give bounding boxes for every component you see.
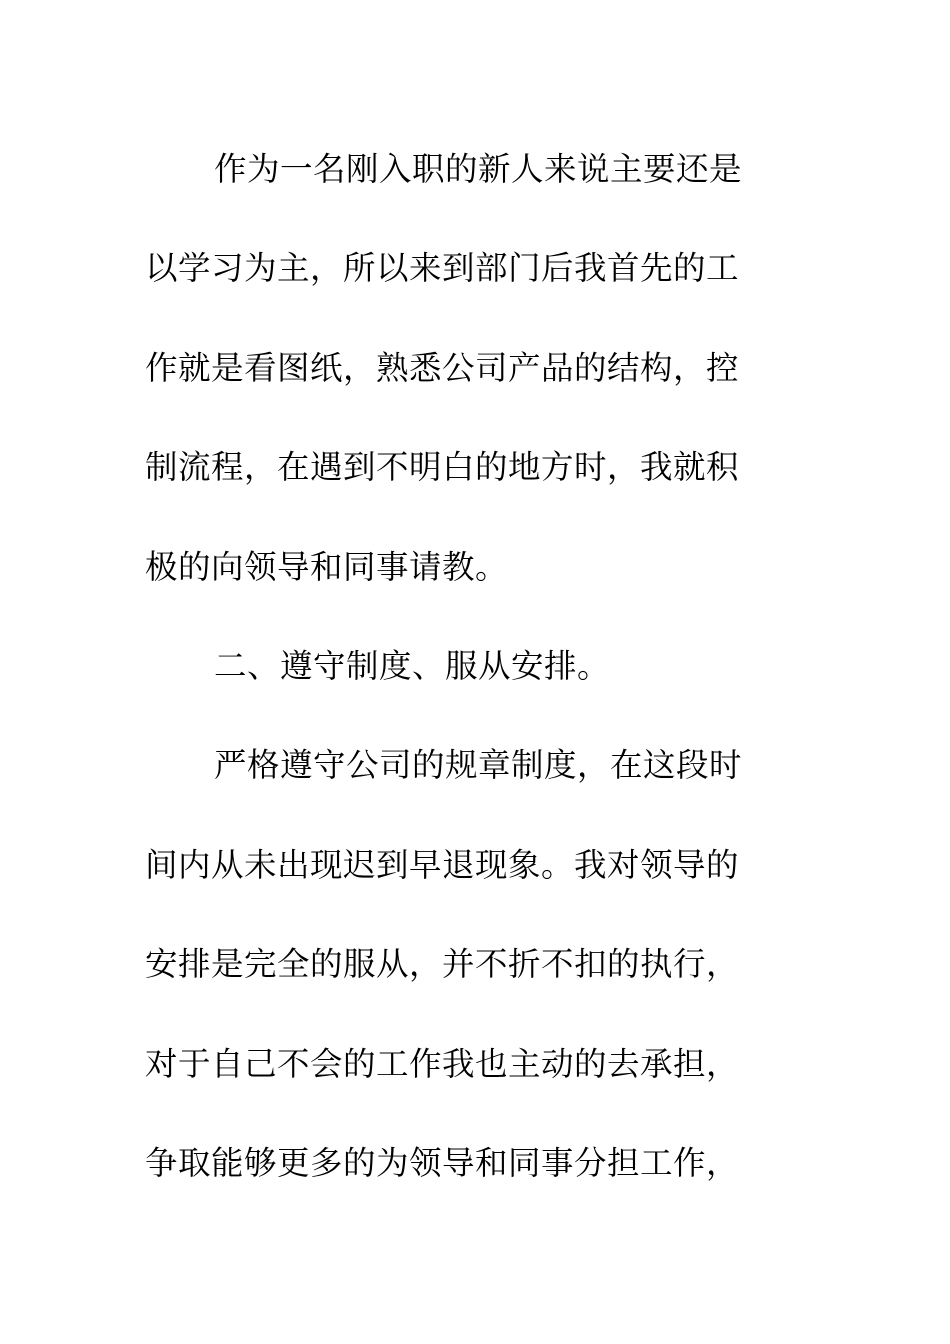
paragraph-rules: [145, 716, 785, 1213]
text-line: 严格遵守公司的规章制度，在这段时: [214, 746, 743, 785]
paragraph-learning: [145, 120, 785, 617]
heading-line: 二、遵守制度、服从安排。: [214, 646, 611, 685]
text-line: 作就是看图纸，熟悉公司产品的结构，控: [145, 348, 740, 387]
text-line: 对于自己不会的工作我也主动的去承担，: [145, 1044, 740, 1083]
text-line: 极的向领导和同事请教。: [145, 547, 509, 586]
text-line: 以学习为主，所以来到部门后我首先的工: [145, 249, 740, 288]
document-body: [145, 120, 785, 1213]
section-heading-rules: [145, 617, 785, 716]
text-line: 争取能够更多的为领导和同事分担工作，: [145, 1143, 740, 1182]
text-line: 制流程，在遇到不明白的地方时，我就积: [145, 448, 740, 487]
text-line: 安排是完全的服从，并不折不扣的执行，: [145, 945, 740, 984]
text-line: 作为一名刚入职的新人来说主要还是: [214, 150, 743, 188]
text-line: 间内从未出现迟到早退现象。我对领导的: [145, 845, 740, 884]
